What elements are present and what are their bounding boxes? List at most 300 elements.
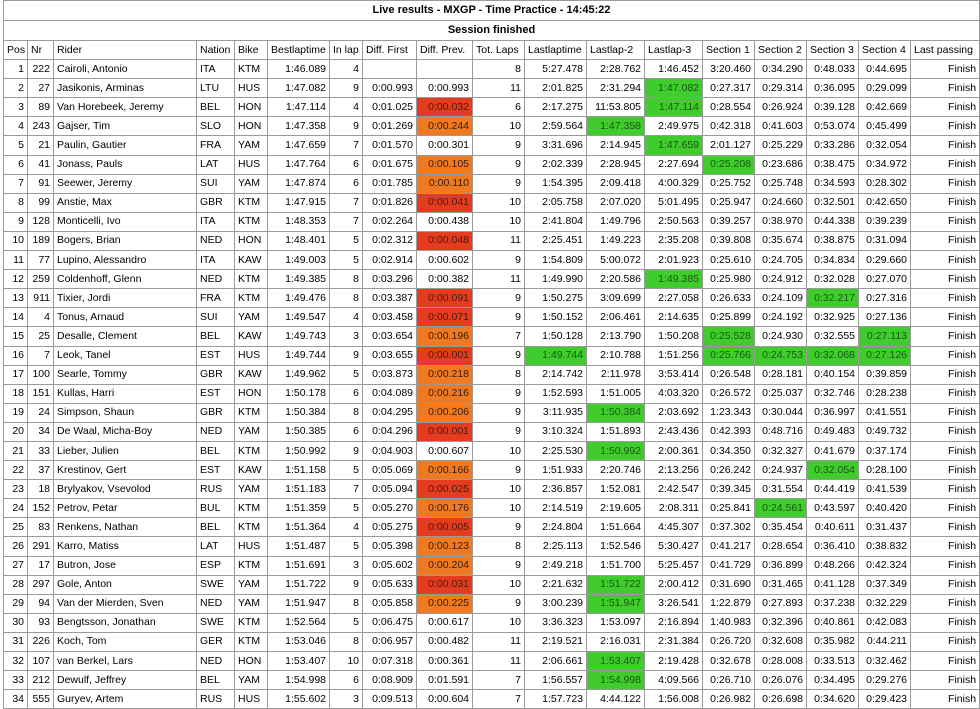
cell-lastlaptime: 2:17.275 xyxy=(525,98,587,117)
cell-nr: 152 xyxy=(28,499,54,518)
cell-section-4: 0:44.211 xyxy=(859,632,911,651)
cell-section-3: 0:41.128 xyxy=(807,575,859,594)
cell-bike: KTM xyxy=(235,60,268,79)
cell-section-2: 0:26.698 xyxy=(755,690,807,709)
cell-tot-laps: 9 xyxy=(473,403,525,422)
cell-nr: 107 xyxy=(28,652,54,671)
cell-diff-first: 0:01.269 xyxy=(363,117,417,136)
cell-tot-laps: 10 xyxy=(473,441,525,460)
cell-lastlaptime: 3:00.239 xyxy=(525,594,587,613)
cell-lastlaptime: 2:49.218 xyxy=(525,556,587,575)
cell-bike: KTM xyxy=(235,270,268,289)
cell-section-4: 0:42.083 xyxy=(859,613,911,632)
cell-lastlap-2: 1:54.998 xyxy=(587,671,645,690)
cell-section-3: 0:53.074 xyxy=(807,117,859,136)
cell-lastlap-2: 1:53.097 xyxy=(587,613,645,632)
cell-section-1: 0:28.554 xyxy=(703,98,755,117)
cell-nation: EST xyxy=(197,461,235,480)
cell-bestlaptime: 1:49.743 xyxy=(268,327,330,346)
cell-rider: Gajser, Tim xyxy=(54,117,197,136)
cell-nr: 151 xyxy=(28,384,54,403)
cell-bestlaptime: 1:50.385 xyxy=(268,422,330,441)
cell-bike: KAW xyxy=(235,365,268,384)
cell-section-1: 0:41.729 xyxy=(703,556,755,575)
cell-bike: YAM xyxy=(235,422,268,441)
cell-section-1: 0:25.766 xyxy=(703,346,755,365)
cell-section-4: 0:27.136 xyxy=(859,308,911,327)
cell-rider: Tonus, Arnaud xyxy=(54,308,197,327)
table-header xyxy=(4,41,980,60)
cell-rider: Lupino, Alessandro xyxy=(54,251,197,270)
cell-nation: ESP xyxy=(197,556,235,575)
cell-section-2: 0:26.924 xyxy=(755,98,807,117)
column-header-section-2: Section 2 xyxy=(755,41,807,60)
cell-nr: 99 xyxy=(28,193,54,212)
cell-lastlap-3: 2:42.547 xyxy=(645,480,703,499)
cell-section-4: 0:42.669 xyxy=(859,98,911,117)
cell-nr: 222 xyxy=(28,60,54,79)
cell-tot-laps: 11 xyxy=(473,632,525,651)
cell-diff-first: 0:03.387 xyxy=(363,289,417,308)
cell-rider: Tixier, Jordi xyxy=(54,289,197,308)
cell-diff-prev: 0:00.482 xyxy=(417,632,473,651)
cell-nr: 89 xyxy=(28,98,54,117)
cell-in-lap: 3 xyxy=(330,556,363,575)
cell-last-passing: Finish xyxy=(911,327,980,346)
cell-lastlap-3: 2:31.384 xyxy=(645,632,703,651)
cell-section-4: 0:39.859 xyxy=(859,365,911,384)
cell-tot-laps: 9 xyxy=(473,461,525,480)
cell-in-lap: 5 xyxy=(330,231,363,250)
cell-nation: GBR xyxy=(197,365,235,384)
cell-lastlaptime: 2:25.113 xyxy=(525,537,587,556)
column-header-section-4: Section 4 xyxy=(859,41,911,60)
cell-lastlap-3: 2:00.361 xyxy=(645,441,703,460)
cell-lastlap-2: 11:53.805 xyxy=(587,98,645,117)
cell-nr: 94 xyxy=(28,594,54,613)
cell-tot-laps: 9 xyxy=(473,308,525,327)
cell-section-2: 0:38.970 xyxy=(755,212,807,231)
cell-section-1: 0:34.350 xyxy=(703,441,755,460)
cell-bestlaptime: 1:50.384 xyxy=(268,403,330,422)
cell-last-passing: Finish xyxy=(911,690,980,709)
cell-last-passing: Finish xyxy=(911,422,980,441)
column-header-lastlap-3: Lastlap-3 xyxy=(645,41,703,60)
cell-lastlap-2: 3:09.699 xyxy=(587,289,645,308)
cell-nation: LAT xyxy=(197,155,235,174)
table-row xyxy=(4,270,980,289)
cell-diff-first: 0:05.275 xyxy=(363,518,417,537)
cell-last-passing: Finish xyxy=(911,441,980,460)
cell-tot-laps: 10 xyxy=(473,480,525,499)
cell-rider: Coldenhoff, Glenn xyxy=(54,270,197,289)
cell-section-4: 0:37.349 xyxy=(859,575,911,594)
cell-diff-prev: 0:00.218 xyxy=(417,365,473,384)
cell-section-2: 0:32.396 xyxy=(755,613,807,632)
cell-pos: 3 xyxy=(4,98,28,117)
cell-bike: KAW xyxy=(235,461,268,480)
cell-section-1: 0:26.982 xyxy=(703,690,755,709)
cell-rider: Jasikonis, Arminas xyxy=(54,79,197,98)
cell-section-2: 0:24.109 xyxy=(755,289,807,308)
cell-diff-first: 0:04.295 xyxy=(363,403,417,422)
cell-bestlaptime: 1:53.407 xyxy=(268,652,330,671)
cell-lastlaptime: 2:36.857 xyxy=(525,480,587,499)
cell-last-passing: Finish xyxy=(911,212,980,231)
cell-lastlap-3: 4:45.307 xyxy=(645,518,703,537)
cell-tot-laps: 10 xyxy=(473,117,525,136)
cell-nr: 297 xyxy=(28,575,54,594)
cell-bike: HUS xyxy=(235,537,268,556)
cell-bestlaptime: 1:48.401 xyxy=(268,231,330,250)
cell-in-lap: 7 xyxy=(330,193,363,212)
cell-bike: YAM xyxy=(235,308,268,327)
cell-diff-prev: 0:00.617 xyxy=(417,613,473,632)
cell-tot-laps: 10 xyxy=(473,212,525,231)
column-header-section-1: Section 1 xyxy=(703,41,755,60)
cell-nation: SWE xyxy=(197,613,235,632)
cell-pos: 20 xyxy=(4,422,28,441)
cell-diff-first: 0:05.270 xyxy=(363,499,417,518)
cell-in-lap: 6 xyxy=(330,671,363,690)
cell-lastlap-2: 1:53.407 xyxy=(587,652,645,671)
cell-diff-prev: 0:00.607 xyxy=(417,441,473,460)
cell-nation: BEL xyxy=(197,518,235,537)
cell-diff-prev: 0:00.206 xyxy=(417,403,473,422)
cell-in-lap: 5 xyxy=(330,613,363,632)
cell-bike: HON xyxy=(235,98,268,117)
cell-tot-laps: 11 xyxy=(473,79,525,98)
cell-tot-laps: 9 xyxy=(473,422,525,441)
cell-rider: Paulin, Gautier xyxy=(54,136,197,155)
cell-bike: YAM xyxy=(235,671,268,690)
cell-lastlap-3: 2:19.428 xyxy=(645,652,703,671)
cell-lastlaptime: 2:41.804 xyxy=(525,212,587,231)
cell-in-lap: 5 xyxy=(330,499,363,518)
cell-section-2: 0:28.654 xyxy=(755,537,807,556)
cell-bike: HON xyxy=(235,117,268,136)
cell-last-passing: Finish xyxy=(911,60,980,79)
cell-lastlap-3: 2:27.058 xyxy=(645,289,703,308)
cell-bike: YAM xyxy=(235,136,268,155)
cell-diff-first: 0:03.654 xyxy=(363,327,417,346)
cell-section-1: 0:25.208 xyxy=(703,155,755,174)
cell-bestlaptime: 1:47.874 xyxy=(268,174,330,193)
cell-nation: BEL xyxy=(197,671,235,690)
cell-section-3: 0:40.154 xyxy=(807,365,859,384)
cell-nr: 555 xyxy=(28,690,54,709)
cell-section-2: 0:30.044 xyxy=(755,403,807,422)
cell-lastlap-2: 2:20.746 xyxy=(587,461,645,480)
cell-section-3: 0:36.410 xyxy=(807,537,859,556)
cell-lastlap-2: 2:28.762 xyxy=(587,60,645,79)
table-row xyxy=(4,461,980,480)
cell-section-2: 0:24.705 xyxy=(755,251,807,270)
cell-section-3: 0:37.238 xyxy=(807,594,859,613)
table-row xyxy=(4,613,980,632)
cell-last-passing: Finish xyxy=(911,193,980,212)
cell-nation: EST xyxy=(197,384,235,403)
cell-section-4: 0:49.732 xyxy=(859,422,911,441)
cell-nr: 291 xyxy=(28,537,54,556)
cell-pos: 19 xyxy=(4,403,28,422)
cell-lastlaptime: 1:56.557 xyxy=(525,671,587,690)
cell-rider: Koch, Tom xyxy=(54,632,197,651)
cell-section-2: 0:29.314 xyxy=(755,79,807,98)
cell-bestlaptime: 1:47.764 xyxy=(268,155,330,174)
cell-diff-first: 0:04.296 xyxy=(363,422,417,441)
cell-diff-first: 0:09.513 xyxy=(363,690,417,709)
cell-diff-prev: 0:00.301 xyxy=(417,136,473,155)
cell-lastlap-2: 2:06.461 xyxy=(587,308,645,327)
cell-tot-laps: 9 xyxy=(473,594,525,613)
cell-section-4: 0:42.324 xyxy=(859,556,911,575)
cell-section-3: 0:41.679 xyxy=(807,441,859,460)
cell-in-lap: 5 xyxy=(330,537,363,556)
cell-lastlap-3: 2:27.694 xyxy=(645,155,703,174)
cell-bike: KTM xyxy=(235,613,268,632)
cell-pos: 33 xyxy=(4,671,28,690)
cell-pos: 2 xyxy=(4,79,28,98)
cell-lastlap-2: 2:16.031 xyxy=(587,632,645,651)
cell-tot-laps: 7 xyxy=(473,327,525,346)
table-row xyxy=(4,231,980,250)
cell-diff-first: 0:06.475 xyxy=(363,613,417,632)
table-row xyxy=(4,98,980,117)
cell-diff-prev: 0:00.031 xyxy=(417,575,473,594)
cell-nation: GBR xyxy=(197,403,235,422)
cell-nation: NED xyxy=(197,270,235,289)
cell-section-3: 0:32.555 xyxy=(807,327,859,346)
cell-lastlap-2: 1:52.546 xyxy=(587,537,645,556)
cell-pos: 32 xyxy=(4,652,28,671)
cell-in-lap: 5 xyxy=(330,461,363,480)
cell-diff-prev: 0:00.166 xyxy=(417,461,473,480)
cell-bike: KTM xyxy=(235,193,268,212)
cell-section-2: 0:27.893 xyxy=(755,594,807,613)
cell-diff-first: 0:06.957 xyxy=(363,632,417,651)
cell-section-2: 0:24.930 xyxy=(755,327,807,346)
cell-diff-prev: 0:00.071 xyxy=(417,308,473,327)
cell-section-4: 0:27.113 xyxy=(859,327,911,346)
cell-section-1: 0:42.318 xyxy=(703,117,755,136)
cell-lastlaptime: 2:24.804 xyxy=(525,518,587,537)
cell-tot-laps: 8 xyxy=(473,365,525,384)
cell-nr: 77 xyxy=(28,251,54,270)
cell-lastlaptime: 5:27.478 xyxy=(525,60,587,79)
cell-bike: HUS xyxy=(235,346,268,365)
cell-last-passing: Finish xyxy=(911,136,980,155)
cell-nation: RUS xyxy=(197,690,235,709)
table-row xyxy=(4,117,980,136)
cell-bestlaptime: 1:50.178 xyxy=(268,384,330,403)
cell-section-2: 0:32.608 xyxy=(755,632,807,651)
cell-lastlap-3: 2:35.208 xyxy=(645,231,703,250)
cell-section-2: 0:24.660 xyxy=(755,193,807,212)
table-row xyxy=(4,690,980,709)
cell-nation: BEL xyxy=(197,327,235,346)
cell-section-1: 0:31.690 xyxy=(703,575,755,594)
cell-in-lap: 6 xyxy=(330,422,363,441)
cell-in-lap: 8 xyxy=(330,270,363,289)
cell-diff-first: 0:05.858 xyxy=(363,594,417,613)
cell-rider: Dewulf, Jeffrey xyxy=(54,671,197,690)
cell-pos: 17 xyxy=(4,365,28,384)
cell-tot-laps: 11 xyxy=(473,270,525,289)
cell-nation: NED xyxy=(197,422,235,441)
cell-section-2: 0:28.008 xyxy=(755,652,807,671)
cell-nr: 41 xyxy=(28,155,54,174)
cell-bestlaptime: 1:47.358 xyxy=(268,117,330,136)
results-window xyxy=(3,0,977,709)
cell-lastlap-2: 1:51.893 xyxy=(587,422,645,441)
cell-section-1: 0:26.710 xyxy=(703,671,755,690)
cell-lastlap-3: 2:01.923 xyxy=(645,251,703,270)
cell-lastlap-3: 1:46.452 xyxy=(645,60,703,79)
cell-diff-first: 0:07.318 xyxy=(363,652,417,671)
cell-in-lap: 6 xyxy=(330,155,363,174)
cell-lastlap-2: 2:14.945 xyxy=(587,136,645,155)
cell-section-1: 0:39.345 xyxy=(703,480,755,499)
cell-diff-prev: 0:00.025 xyxy=(417,480,473,499)
column-header-tot-laps: Tot. Laps xyxy=(473,41,525,60)
cell-bike: KAW xyxy=(235,327,268,346)
cell-tot-laps: 10 xyxy=(473,499,525,518)
cell-section-1: 3:20.460 xyxy=(703,60,755,79)
cell-diff-first: 0:05.069 xyxy=(363,461,417,480)
cell-in-lap: 9 xyxy=(330,117,363,136)
cell-in-lap: 10 xyxy=(330,652,363,671)
cell-tot-laps: 9 xyxy=(473,251,525,270)
table-row xyxy=(4,193,980,212)
cell-tot-laps: 11 xyxy=(473,652,525,671)
cell-diff-prev: 0:00.105 xyxy=(417,155,473,174)
cell-section-3: 0:36.095 xyxy=(807,79,859,98)
cell-diff-prev: 0:00.225 xyxy=(417,594,473,613)
cell-bestlaptime: 1:51.158 xyxy=(268,461,330,480)
table-row xyxy=(4,384,980,403)
table-row xyxy=(4,365,980,384)
cell-pos: 16 xyxy=(4,346,28,365)
cell-in-lap: 6 xyxy=(330,384,363,403)
cell-diff-first: 0:03.296 xyxy=(363,270,417,289)
cell-diff-prev: 0:00.032 xyxy=(417,98,473,117)
cell-section-3: 0:35.982 xyxy=(807,632,859,651)
cell-lastlaptime: 1:57.723 xyxy=(525,690,587,709)
cell-lastlap-2: 1:51.947 xyxy=(587,594,645,613)
cell-lastlap-2: 5:00.072 xyxy=(587,251,645,270)
cell-last-passing: Finish xyxy=(911,632,980,651)
cell-last-passing: Finish xyxy=(911,174,980,193)
cell-lastlaptime: 2:14.519 xyxy=(525,499,587,518)
cell-lastlap-3: 2:08.311 xyxy=(645,499,703,518)
cell-nr: 911 xyxy=(28,289,54,308)
table-row xyxy=(4,594,980,613)
cell-nr: 34 xyxy=(28,422,54,441)
cell-section-1: 0:26.548 xyxy=(703,365,755,384)
cell-in-lap: 4 xyxy=(330,308,363,327)
column-header-bike: Bike xyxy=(235,41,268,60)
cell-nr: 37 xyxy=(28,461,54,480)
cell-pos: 9 xyxy=(4,212,28,231)
cell-section-3: 0:44.338 xyxy=(807,212,859,231)
cell-bestlaptime: 1:51.487 xyxy=(268,537,330,556)
cell-diff-prev: 0:00.176 xyxy=(417,499,473,518)
cell-bike: KTM xyxy=(235,632,268,651)
cell-lastlap-3: 4:09.566 xyxy=(645,671,703,690)
cell-nr: 128 xyxy=(28,212,54,231)
table-row xyxy=(4,499,980,518)
cell-section-2: 0:24.937 xyxy=(755,461,807,480)
cell-in-lap: 7 xyxy=(330,480,363,499)
cell-tot-laps: 9 xyxy=(473,136,525,155)
cell-section-4: 0:40.420 xyxy=(859,499,911,518)
cell-bestlaptime: 1:47.082 xyxy=(268,79,330,98)
cell-section-1: 0:37.302 xyxy=(703,518,755,537)
cell-last-passing: Finish xyxy=(911,79,980,98)
cell-bestlaptime: 1:51.947 xyxy=(268,594,330,613)
cell-nation: GER xyxy=(197,632,235,651)
cell-section-2: 0:41.603 xyxy=(755,117,807,136)
cell-diff-first: 0:01.826 xyxy=(363,193,417,212)
cell-diff-first: 0:03.655 xyxy=(363,346,417,365)
cell-lastlap-2: 1:52.081 xyxy=(587,480,645,499)
cell-section-3: 0:36.997 xyxy=(807,403,859,422)
cell-last-passing: Finish xyxy=(911,613,980,632)
cell-last-passing: Finish xyxy=(911,231,980,250)
cell-last-passing: Finish xyxy=(911,461,980,480)
cell-nation: NED xyxy=(197,652,235,671)
cell-diff-prev: 0:00.005 xyxy=(417,518,473,537)
cell-bestlaptime: 1:51.364 xyxy=(268,518,330,537)
cell-tot-laps: 8 xyxy=(473,60,525,79)
table-row xyxy=(4,289,980,308)
cell-section-1: 0:26.572 xyxy=(703,384,755,403)
table-row xyxy=(4,403,980,422)
table-row xyxy=(4,327,980,346)
cell-nr: 189 xyxy=(28,231,54,250)
cell-last-passing: Finish xyxy=(911,537,980,556)
cell-diff-prev: 0:00.438 xyxy=(417,212,473,231)
table-row xyxy=(4,480,980,499)
table-row xyxy=(4,671,980,690)
cell-section-4: 0:38.832 xyxy=(859,537,911,556)
cell-tot-laps: 9 xyxy=(473,289,525,308)
cell-nr: 17 xyxy=(28,556,54,575)
cell-lastlap-2: 1:49.796 xyxy=(587,212,645,231)
cell-section-4: 0:28.238 xyxy=(859,384,911,403)
table-row xyxy=(4,346,980,365)
cell-section-4: 0:28.302 xyxy=(859,174,911,193)
cell-nation: SUI xyxy=(197,308,235,327)
cell-rider: Leok, Tanel xyxy=(54,346,197,365)
cell-section-1: 0:39.257 xyxy=(703,212,755,231)
cell-rider: Jonass, Pauls xyxy=(54,155,197,174)
cell-section-1: 0:39.808 xyxy=(703,231,755,250)
cell-pos: 7 xyxy=(4,174,28,193)
cell-pos: 14 xyxy=(4,308,28,327)
table-row xyxy=(4,136,980,155)
cell-lastlap-3: 3:53.414 xyxy=(645,365,703,384)
cell-pos: 18 xyxy=(4,384,28,403)
cell-rider: Kullas, Harri xyxy=(54,384,197,403)
cell-bestlaptime: 1:49.547 xyxy=(268,308,330,327)
cell-lastlaptime: 2:14.742 xyxy=(525,365,587,384)
cell-pos: 8 xyxy=(4,193,28,212)
cell-rider: Karro, Matiss xyxy=(54,537,197,556)
cell-diff-first: 0:01.570 xyxy=(363,136,417,155)
cell-in-lap: 6 xyxy=(330,174,363,193)
